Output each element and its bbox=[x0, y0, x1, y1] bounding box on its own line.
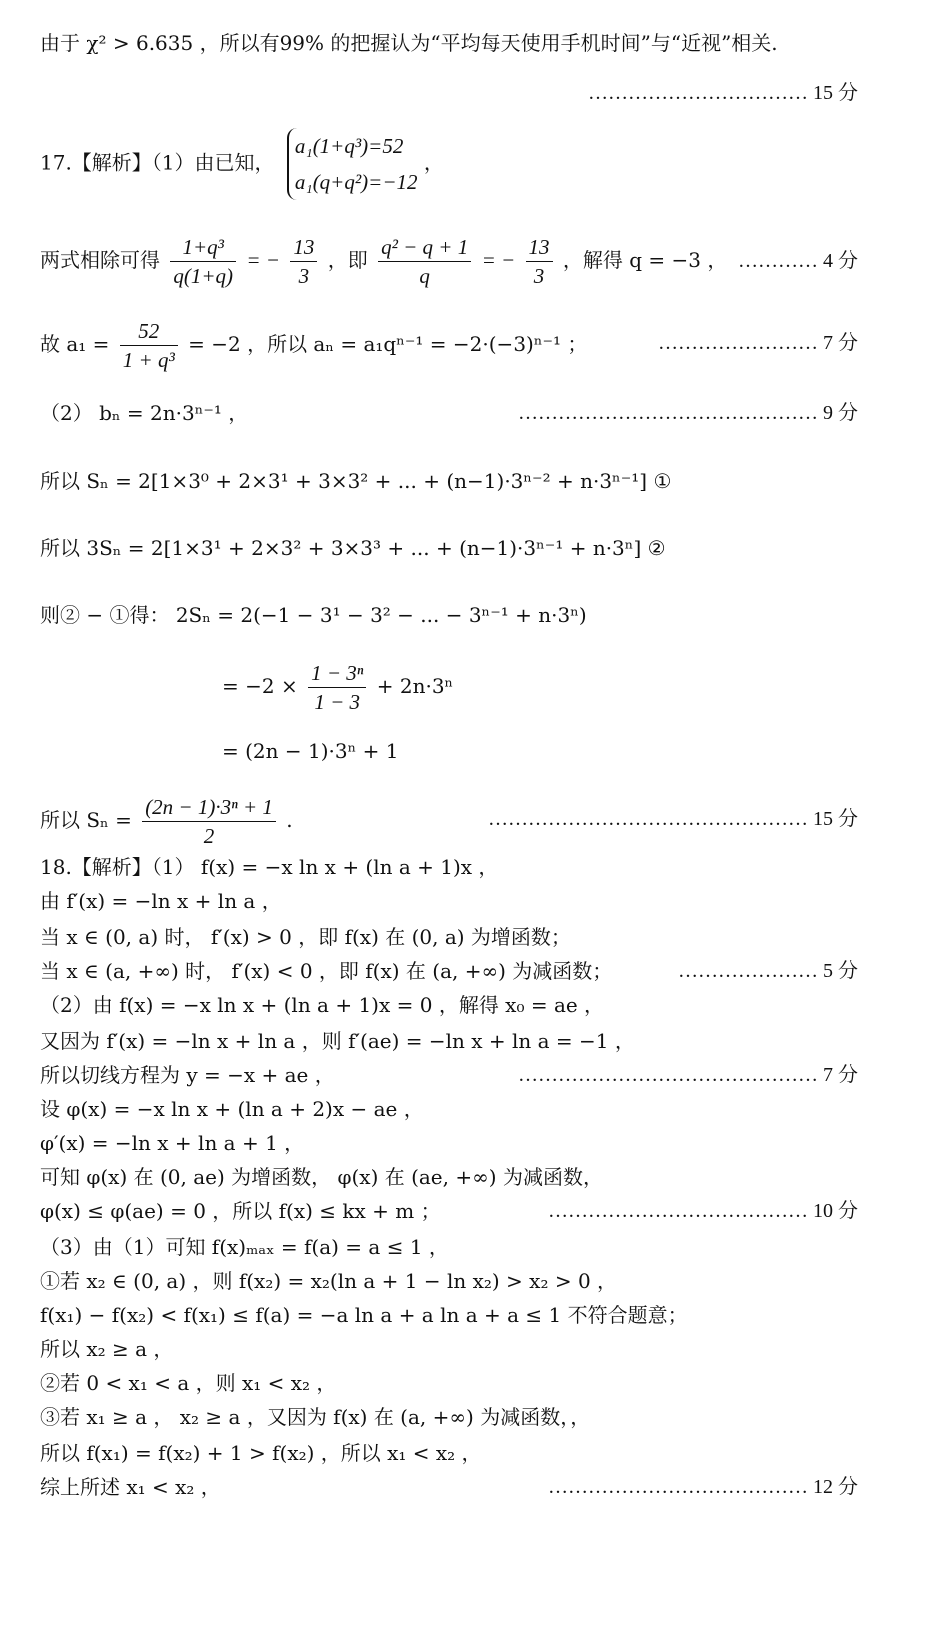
text-line: = (2n − 1)·3ⁿ + 1 bbox=[222, 739, 399, 763]
equation-system: a₁(1+q³)=52 a₁(q+q²)=−12 bbox=[287, 128, 418, 200]
text-line: 所以 x₂ ≥ a ， bbox=[40, 1337, 174, 1361]
text-line: 可知 φ(x) 在 (0, ae) 为增函数， φ(x) 在 (ae, +∞) 为减函数， bbox=[40, 1165, 603, 1189]
score-mark: …………………………… 15 分 bbox=[588, 82, 858, 104]
text-line: = −2 × $\frac{\text{1 − 3ⁿ}}{1 - 3}$ + 2n·3ⁿ bbox=[222, 661, 454, 714]
text-line: 17.【解析】（1）由已知， a₁(1+q³)=52 a₁(q+q²)=−12 ， bbox=[40, 128, 910, 200]
text-line: f(x₁) − f(x₂) < f(x₁) ≤ f(a) = −a ln a + a ln a + a ≤ 1 不符合题意； bbox=[40, 1303, 688, 1327]
text-line: 18.【解析】（1） f(x) = −x ln x + (ln a + 1)x ， bbox=[40, 855, 499, 879]
score-mark: ………………………………… 10 分 bbox=[548, 1200, 858, 1222]
text-line: 所以 f(x₁) = f(x₂) + 1 > f(x₂) ，所以 x₁ < x₂ ， bbox=[40, 1441, 482, 1465]
text-line: φ(x) ≤ φ(ae) = 0 ，所以 f(x) ≤ kx + m ； bbox=[40, 1199, 441, 1223]
text-line: 故 a₁ = $\frac{52}{\text{1 + q³}}$ = −2 ，所以 aₙ = a₁qⁿ⁻¹ = −2·(−3)ⁿ⁻¹ ； bbox=[40, 319, 588, 372]
score-mark: ………………………………… 12 分 bbox=[548, 1476, 858, 1498]
text-line: 当 x ∈ (0, a) 时， f′(x) > 0 ，即 f(x) 在 (0, a) 为增函数； bbox=[40, 925, 571, 949]
text-line: （2） bₙ = 2n·3ⁿ⁻¹ ， bbox=[40, 401, 249, 425]
text-line: 所以 3Sₙ = 2[1×3¹ + 2×3² + 3×3³ + ... + (n−1)·3ⁿ⁻¹ + n·3ⁿ] ② bbox=[40, 536, 666, 560]
text-line: 由于 χ² > 6.635 ，所以有99% 的把握认为“平均每天使用手机时间”与“近视”相关. bbox=[40, 31, 778, 55]
score-mark: ………………………………………… 15 分 bbox=[488, 808, 858, 830]
score-mark: …………………… 7 分 bbox=[658, 332, 858, 354]
fraction: $\frac{\text{1 − 3ⁿ}}{1 - 3}$ bbox=[308, 659, 366, 716]
text-line: ③若 x₁ ≥ a ， x₂ ≥ a ，又因为 f(x) 在 (a, +∞) 为减函数，， bbox=[40, 1405, 591, 1429]
text-line: 两式相除可得 $\frac{\text{1+q³}}{q(1+q)}$ = − $\frac{13}{3}$ ，即 $\frac{\text{q² − q + 1}}{q}$ = − $\frac{13}{3}$ ，解得 q = −3 ， bbox=[40, 235, 728, 288]
fraction: $\frac{13}{3}$ bbox=[290, 233, 317, 290]
text-line: 综上所述 x₁ < x₂ ， bbox=[40, 1475, 221, 1499]
fraction: $\frac{52}{\text{1 + q³}}$ bbox=[120, 317, 178, 374]
text-line: 由 f′(x) = −ln x + ln a ， bbox=[40, 889, 282, 913]
fraction: $\frac{13}{3}$ bbox=[526, 233, 553, 290]
score-mark: ……………………………………… 9 分 bbox=[518, 402, 858, 424]
score-mark: ………… 4 分 bbox=[738, 250, 858, 272]
text-line: （2）由 f(x) = −x ln x + (ln a + 1)x = 0 ，解得 x₀ = ae ， bbox=[40, 993, 605, 1017]
fraction: $\frac{\text{(2n − 1)·3ⁿ + 1}}{2}$ bbox=[142, 793, 276, 850]
text-line: 设 φ(x) = −x ln x + (ln a + 2)x − ae ， bbox=[40, 1097, 424, 1121]
text-line: ①若 x₂ ∈ (0, a) ，则 f(x₂) = x₂(ln a + 1 − ln x₂) > x₂ > 0 ， bbox=[40, 1269, 618, 1293]
text-line: 则② − ①得： 2Sₙ = 2(−1 − 3¹ − 3² − ... − 3ⁿ⁻¹ + n·3ⁿ) bbox=[40, 603, 587, 627]
fraction: $\frac{\text{1+q³}}{q(1+q)}$ bbox=[170, 233, 236, 290]
text-line: （3）由（1）可知 f(x)ₘₐₓ = f(a) = a ≤ 1 ， bbox=[40, 1235, 449, 1259]
text-line: ②若 0 < x₁ < a ，则 x₁ < x₂ ， bbox=[40, 1371, 337, 1395]
text-line: 所以切线方程为 y = −x + ae ， bbox=[40, 1063, 335, 1087]
score-mark: ……………………………………… 7 分 bbox=[518, 1064, 858, 1086]
fraction: $\frac{\text{q² − q + 1}}{q}$ bbox=[378, 233, 471, 290]
text-line: φ′(x) = −ln x + ln a + 1 ， bbox=[40, 1131, 305, 1155]
text-line: 所以 Sₙ = 2[1×3⁰ + 2×3¹ + 3×3² + ... + (n−1)·3ⁿ⁻² + n·3ⁿ⁻¹] ① bbox=[40, 469, 672, 493]
text-line: 所以 Sₙ = $\frac{\text{(2n − 1)·3ⁿ + 1}}{2}$ . bbox=[40, 795, 293, 848]
score-mark: ………………… 5 分 bbox=[678, 960, 858, 982]
text-line: 当 x ∈ (a, +∞) 时， f′(x) < 0 ，即 f(x) 在 (a, +∞) 为减函数； bbox=[40, 959, 613, 983]
text-line: 又因为 f′(x) = −ln x + ln a ，则 f′(ae) = −ln x + ln a = −1 ， bbox=[40, 1029, 635, 1053]
